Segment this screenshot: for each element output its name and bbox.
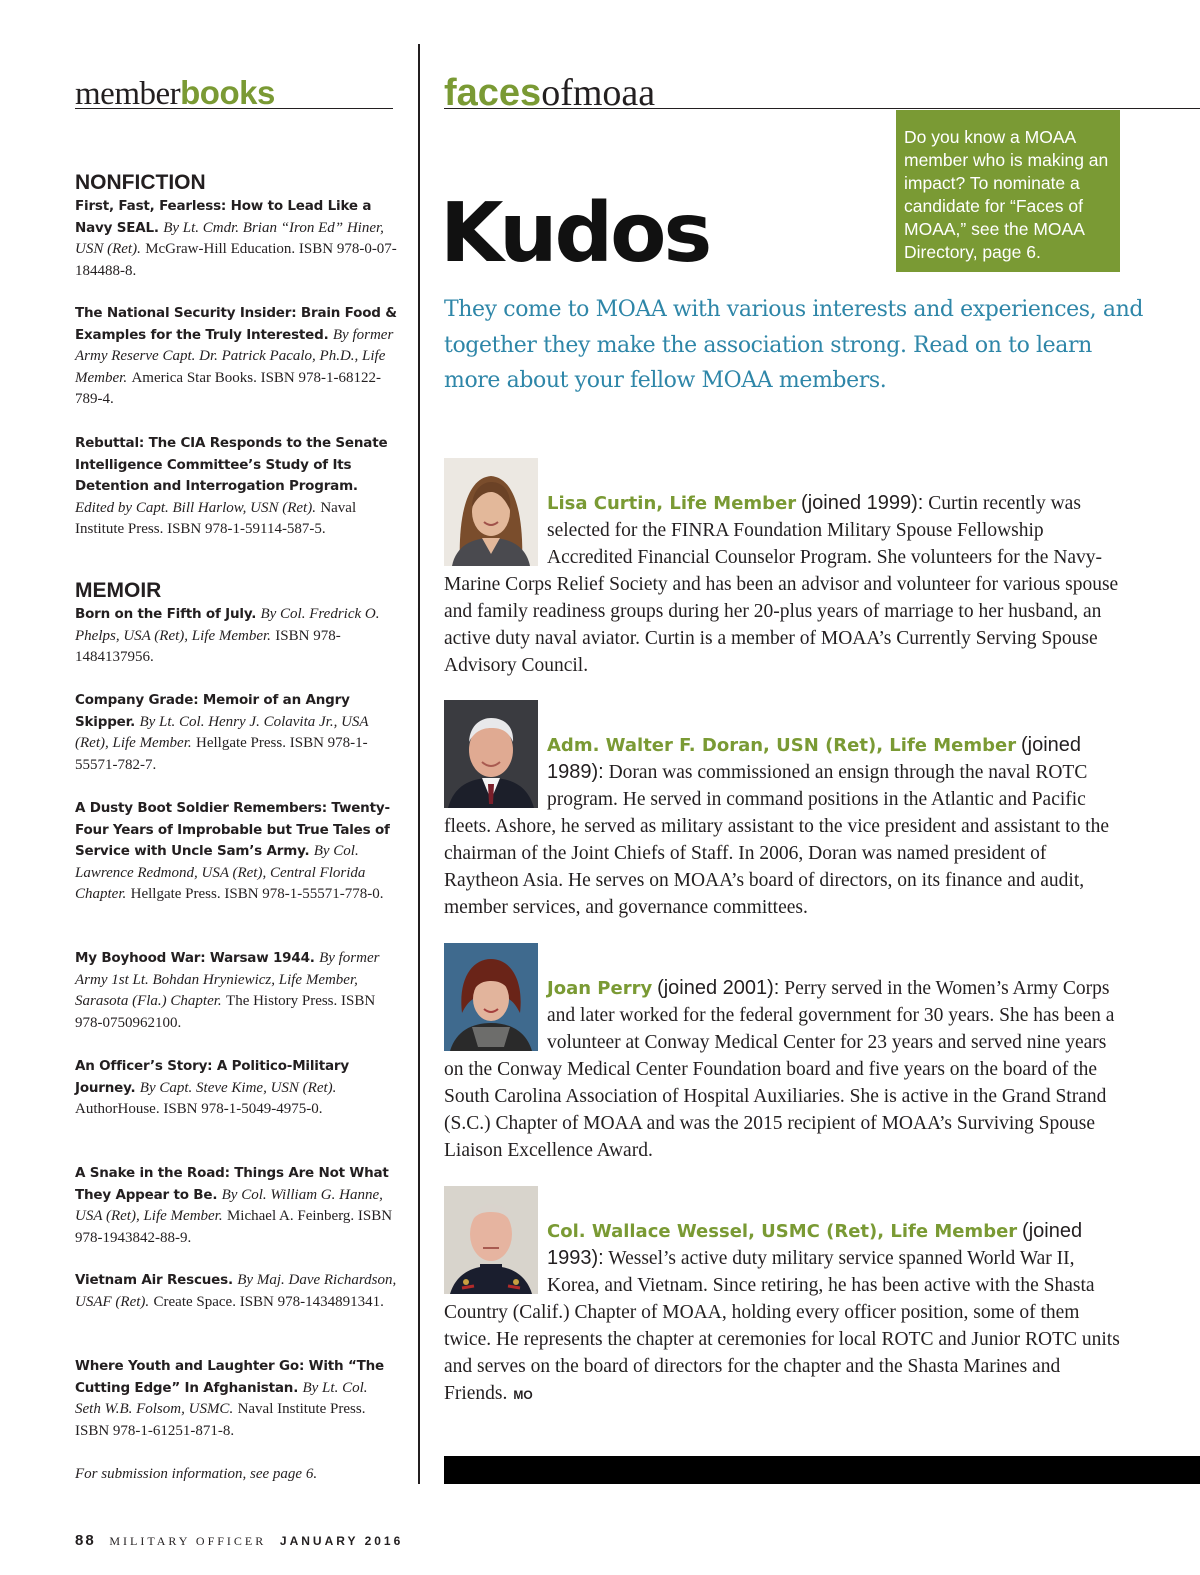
book-title: Where Youth and Laughter Go: With “The Cutting Edge” In Afghanistan. [75,1358,384,1396]
member-profile [444,1186,1124,1409]
book-title: First, Fast, Fearless: How to Lead Like a Navy SEAL. [75,198,372,236]
book-title: Company Grade: Memoir of an Angry Skipper. [75,692,350,730]
lead-spacer [444,458,1124,490]
book-publisher: The History Press. ISBN 978-0750962100. [75,993,376,1031]
book-author: By Col. Lawrence Redmond, USA (Ret), Central Florida Chapter. [75,843,366,903]
page-footer [75,1532,403,1549]
member-photo-curtin [444,458,538,566]
book-title: The National Security Insider: Brain Food & Examples for the Truly Interested. [75,305,397,343]
book-author: Edited by Capt. Bill Harlow, USN (Ret). [75,499,316,516]
submission-note: For submission information, see page 6. [75,1466,318,1482]
kudos-headline: Kudos [440,186,710,281]
book-author: By former Army 1st Lt. Bohdan Hryniewicz, Life Member, Sarasota (Fla.) Chapter. [75,950,380,1010]
book-entry [75,1270,397,1313]
book-publisher: Naval Institute Press. ISBN 978-1-59114-587-5. [75,499,357,538]
book-publisher: Hellgate Press. ISBN 978-1-55571-778-0. [130,886,384,903]
page-number: 88 [75,1532,96,1549]
page-bottom-bar [444,1456,1200,1484]
book-entry [75,433,397,541]
member-name: Col. Wallace Wessel, USMC (Ret), Life Member [547,1221,1018,1242]
book-publisher: ISBN 978-1484137956. [75,627,341,666]
member-photo-perry [444,943,538,1051]
book-title: Vietnam Air Rescues. [75,1272,233,1288]
member-photo-doran [444,700,538,808]
member-name: Joan Perry [547,978,653,999]
book-publisher: AuthorHouse. ISBN 978-1-5049-4975-0. [75,1101,323,1118]
memoir-heading: MEMOIR [75,579,162,602]
book-title: My Boyhood War: Warsaw 1944. [75,950,315,966]
book-entry [75,196,397,282]
member-bio: Curtin recently was selected for the FINRA Foundation Military Spouse Fellowship Accredited Financial Counselor Program. She volunteers for the Navy-Marine Corps Relief Society and has been an advisor and volunteer for various spouse and family readiness groups during her 20-plus years of marriage to her husband, an active duty naval aviator. Curtin is a member of MOAA’s Currently Serving Spouse Advisory Council. [444,493,1119,676]
member-books-title [75,74,393,112]
column-divider [418,44,420,1484]
book-entry [75,690,397,776]
book-author: By Lt. Col. Seth W.B. Folsom, USMC. [75,1379,368,1418]
book-author: By Capt. Steve Kime, USN (Ret). [139,1079,337,1096]
member-joined: (joined 1993): [547,1220,1083,1269]
book-author: By former Army Reserve Capt. Dr. Patrick Pacalo, Ph.D., Life Member. [75,326,394,386]
lead-spacer [444,700,1124,732]
book-author: By Col. Fredrick O. Phelps, USA (Ret), Life Member. [75,606,380,644]
member-name: Adm. Walter F. Doran, USN (Ret), Life Member [547,735,1017,756]
faces-title-bold: faces [444,72,542,114]
member-profile [444,458,1124,679]
member-joined: (joined 1999): [801,492,924,514]
member-profile [444,700,1124,921]
book-entry [75,1356,397,1442]
book-entry [75,798,397,906]
issue-date: JANUARY 2016 [279,1534,404,1548]
intro-text: They come to MOAA with various interests and experiences, and together they make the association strong. Read on to learn more about your fellow MOAA members. [444,297,1144,393]
lead-spacer [444,1186,1124,1218]
member-bio: Doran was commissioned an ensign through the naval ROTC program. He served in command positions in the Atlantic and Pacific fleets. Ashore, he served as military assistant to the vice president and assistant to the chairman of the Joint Chiefs of Staff. In 2006, Doran was named president of Raytheon Asia. He serves on MOAA’s board of directors, on its finance and audit, member services, and governance committees. [444,762,1109,918]
book-title: An Officer’s Story: A Politico-Military Journey. [75,1058,349,1096]
book-publisher: Naval Institute Press. ISBN 978-1-61251-871-8. [75,1401,366,1439]
book-entry [75,1163,397,1249]
member-profile [444,943,1124,1164]
book-author: By Col. William G. Hanne, USA (Ret), Life Member. [75,1186,383,1225]
book-author: By Lt. Col. Henry J. Colavita Jr., USA (Ret), Life Member. [75,713,369,752]
book-title: A Dusty Boot Soldier Remembers: Twenty-Four Years of Improbable but True Tales of Service with Uncle Sam’s Army. [75,800,390,860]
book-entry [75,303,397,411]
member-photo-wessel [444,1186,538,1294]
member-books-title-light: member [75,76,181,112]
book-publisher: McGraw-Hill Education. ISBN 978-0-07-184488-8. [75,241,397,279]
book-author: By Lt. Cmdr. Brian “Iron Ed” Hiner, USN (Ret). [75,219,384,258]
book-publisher: Create Space. ISBN 978-1434891341. [153,1293,384,1310]
book-entry [75,604,397,669]
member-joined: (joined 2001): [657,977,780,999]
book-publisher: Michael A. Feinberg. ISBN 978-1943842-88-9. [75,1208,393,1246]
member-books-title-bold: books [180,74,275,111]
faces-of-moaa-title [444,72,1200,114]
member-name: Lisa Curtin, Life Member [547,493,797,514]
end-mark: MO [513,1388,533,1402]
book-title: Rebuttal: The CIA Responds to the Senate Intelligence Committee’s Study of Its Detention and Interrogation Program. [75,435,388,495]
book-publisher: America Star Books. ISBN 978-1-68122-789-4. [75,369,381,408]
book-entry [75,1056,397,1121]
book-entry [75,948,397,1034]
member-bio: Perry served in the Women’s Army Corps and later worked for the federal government for 30 years. She has been a volunteer at Conway Medical Center for 23 years and served nine years on the Conway Medical Center Foundation board and five years on the board of the South Carolina Association of Hospital Auxiliaries. She is active in the Grand Strand (S.C.) Chapter of MOAA and was the 2015 recipient of MOAA’s Surviving Spouse Liaison Excellence Award. [444,978,1115,1161]
faces-title-light: ofmoaa [541,72,656,114]
book-publisher: Hellgate Press. ISBN 978-1-55571-782-7. [75,735,368,773]
book-title: A Snake in the Road: Things Are Not What They Appear to Be. [75,1165,389,1203]
nonfiction-heading: NONFICTION [75,171,206,194]
nomination-callout: Do you know a MOAA member who is making an impact? To nominate a candidate for “Faces of MOAA,” see the MOAA Directory, page 6. [896,110,1120,272]
book-title: Born on the Fifth of July. [75,606,257,622]
lead-spacer [444,943,1124,975]
magazine-name: MILITARY OFFICER [109,1534,267,1548]
book-author: By Maj. Dave Richardson, USAF (Ret). [75,1272,397,1310]
member-joined: (joined 1989): [547,734,1082,783]
member-bio: Wessel’s active duty military service spanned World War II, Korea, and Vietnam. Since retiring, he has been active with the Shasta Country (Calif.) Chapter of MOAA, holding every officer position, some of them twice. He represents the chapter at ceremonies for local ROTC and Junior ROTC units and serves on the board of directors for the chapter and the Shasta Marines and Friends. [444,1248,1120,1404]
